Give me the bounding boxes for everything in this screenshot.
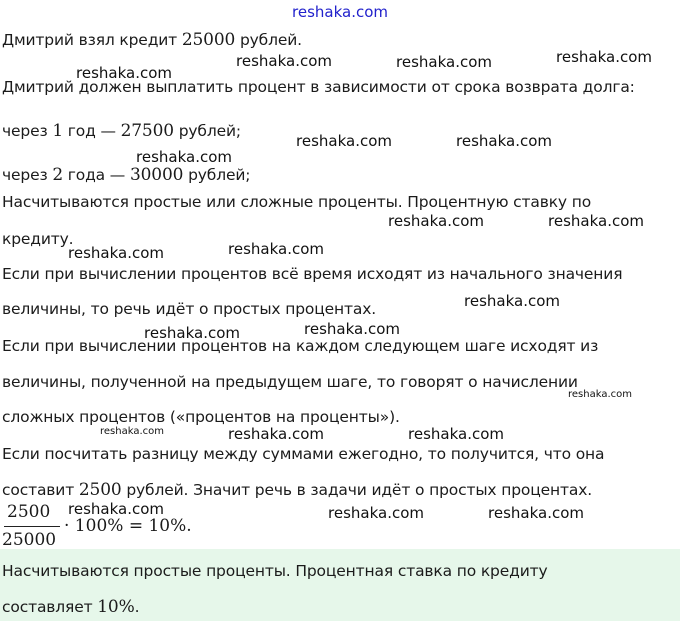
watermark: reshaka.com: [408, 425, 504, 443]
answer-line-2: составляет 10%.: [2, 597, 140, 617]
watermark-top: reshaka.com: [292, 3, 388, 21]
watermark: reshaka.com: [388, 212, 484, 230]
text-line-1: Дмитрий взял кредит 25000 рублей.: [2, 30, 302, 50]
watermark: reshaka.com: [488, 504, 584, 522]
watermark: reshaka.com: [136, 148, 232, 166]
text-line-8: величины, то речь идёт о простых процентах.: [2, 300, 377, 318]
watermark: reshaka.com: [464, 292, 560, 310]
answer-line-1: Насчитываются простые проценты. Процентная ставка по кредиту: [2, 562, 548, 580]
watermark: reshaka.com: [296, 132, 392, 150]
watermark: reshaka.com: [68, 500, 164, 518]
watermark-small: reshaka.com: [100, 426, 164, 437]
fraction-bar: [4, 526, 60, 527]
watermark: reshaka.com: [328, 504, 424, 522]
text-line-7: Если при вычислении процентов всё время исходят из начального значения: [2, 265, 623, 283]
text-line-6: кредиту.: [2, 230, 74, 248]
text-line-10: величины, полученной на предыдущем шаге, то говорят о начислении: [2, 373, 578, 391]
watermark: reshaka.com: [236, 52, 332, 70]
text-line-5: Насчитываются простые или сложные проценты. Процентную ставку по: [2, 193, 592, 211]
watermark: reshaka.com: [228, 240, 324, 258]
watermark: reshaka.com: [396, 53, 492, 71]
formula-rest: · 100% = 10%.: [64, 516, 192, 536]
watermark: reshaka.com: [144, 324, 240, 342]
formula-denominator: 25000: [2, 530, 57, 550]
watermark: reshaka.com: [304, 320, 400, 338]
watermark-small: reshaka.com: [568, 389, 632, 400]
text-line-11: сложных процентов («процентов на проценты»).: [2, 408, 400, 426]
watermark: reshaka.com: [548, 212, 644, 230]
watermark: reshaka.com: [456, 132, 552, 150]
text-line-9: Если при вычислении процентов на каждом следующем шаге исходят из: [2, 337, 599, 355]
formula-numerator: 2500: [7, 502, 51, 522]
text-line-4: через 2 года — 30000 рублей;: [2, 165, 251, 185]
watermark: reshaka.com: [556, 48, 652, 66]
text-line-12: Если посчитать разницу между суммами ежегодно, то получится, что она: [2, 445, 605, 463]
watermark: reshaka.com: [228, 425, 324, 443]
text-line-13: составит 2500 рублей. Значит речь в задачи идёт о простых процентах.: [2, 480, 593, 500]
text-line-2: Дмитрий должен выплатить процент в зависимости от срока возврата долга:: [2, 78, 635, 96]
text-line-3: через 1 год — 27500 рублей;: [2, 121, 241, 141]
watermark: reshaka.com: [76, 64, 172, 82]
watermark: reshaka.com: [68, 244, 164, 262]
